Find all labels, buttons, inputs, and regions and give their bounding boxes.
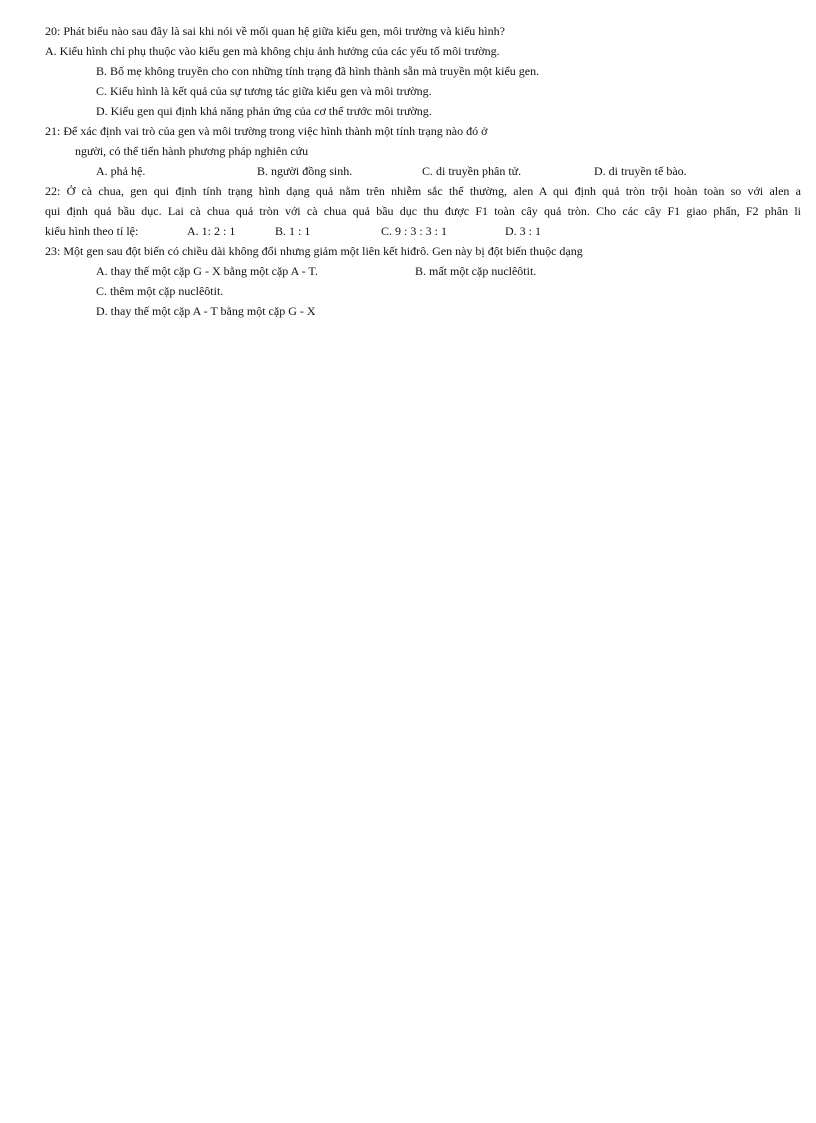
question-21-stem-line-2: người, có thể tiến hành phương pháp nghiên cứu [75,144,309,158]
question-22-option-a: A. 1: 2 : 1 [187,224,236,238]
question-20-option-b: B. Bố mẹ không truyền cho con những tính trạng đã hình thành sẵn mà truyền một kiểu gen. [96,64,540,78]
question-21-option-d: D. di truyền tế bào. [594,164,687,178]
question-22-stem-line-3: kiểu hình theo tỉ lệ: [45,224,139,238]
question-22-stem-line-2: qui định quả bầu dục. Lai cà chua quả tròn với cà chua quả bầu dục thu được F1 toàn cây quả tròn. Cho các cây F1 giao phấn, F2 phân li [45,204,801,218]
question-23-option-a: A. thay thế một cặp G - X bằng một cặp A - T. [96,264,318,278]
question-20-option-a: A. Kiểu hình chỉ phụ thuộc vào kiểu gen mà không chịu ảnh hưởng của các yếu tố môi trường. [45,44,500,58]
question-21-option-c: C. di truyền phân tử. [422,164,522,178]
question-20-option-d: D. Kiểu gen qui định khả năng phản ứng của cơ thể trước môi trường. [96,104,432,118]
question-23-option-d: D. thay thế một cặp A - T bằng một cặp G - X [96,304,316,318]
question-20-option-c: C. Kiểu hình là kết quả của sự tương tác giữa kiểu gen và môi trường. [96,84,432,98]
question-21-option-a: A. phả hệ. [96,164,146,178]
question-23-stem: 23: Một gen sau đột biến có chiều dài không đổi nhưng giảm một liên kết hiđrô. Gen này bị đột biến thuộc dạng [45,244,583,258]
question-23-option-c: C. thêm một cặp nuclêôtit. [96,284,224,298]
question-22-option-c: C. 9 : 3 : 3 : 1 [381,224,448,238]
question-20-stem: 20: Phát biểu nào sau đây là sai khi nói về mối quan hệ giữa kiểu gen, môi trường và kiểu hình? [45,24,505,38]
question-22-option-b: B. 1 : 1 [275,224,311,238]
question-21-option-b: B. người đồng sinh. [257,164,353,178]
question-22-stem-line-1: 22: Ở cà chua, gen qui định tính trạng hình dạng quả nằm trên nhiễm sắc thể thường, alen A qui định quả tròn trội hoàn toàn so với alen a [45,184,801,198]
question-22-option-d: D. 3 : 1 [505,224,541,238]
question-21-stem-line-1: 21: Để xác định vai trò của gen và môi trường trong việc hình thành một tính trạng nào đó ở [45,124,488,138]
question-23-option-b: B. mất một cặp nuclêôtit. [415,264,537,278]
